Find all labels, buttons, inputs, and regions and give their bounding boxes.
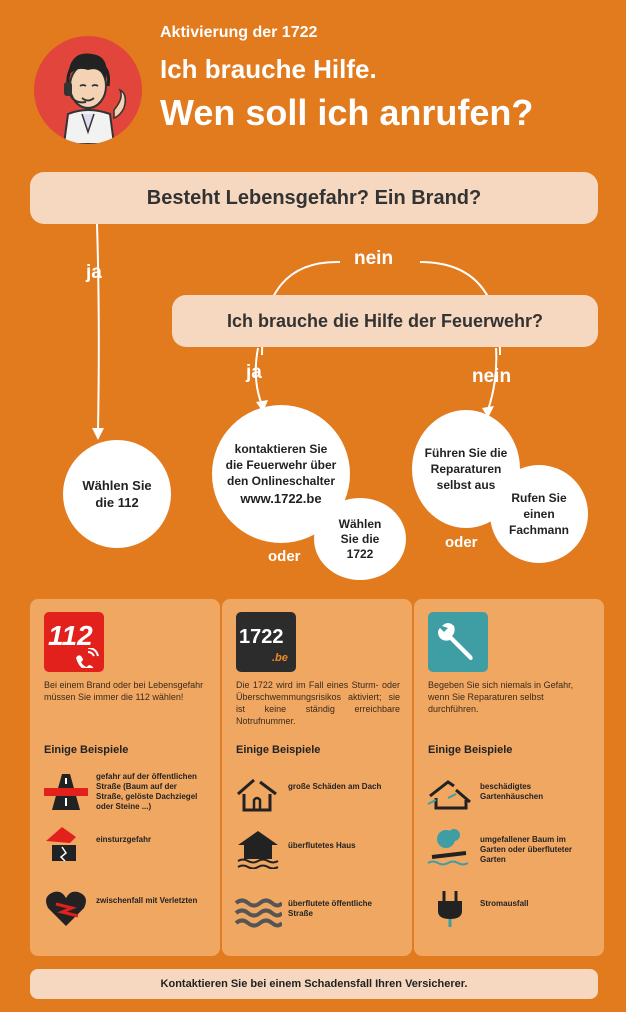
question-life-threat: Besteht Lebensgefahr? Ein Brand? — [30, 172, 598, 224]
card-1722-example-3 — [234, 891, 398, 931]
card-112-description: Bei einem Brand oder bei Lebensgefahr müssen Sie immer die 112 wählen! — [44, 680, 204, 702]
logo-1722-text: 1722 — [239, 626, 284, 648]
card-self-help — [414, 599, 604, 956]
answer-call-112-text: Wählen Sie die 112 — [82, 478, 152, 510]
answer-call-112 — [63, 440, 171, 548]
logo-wrench — [428, 612, 488, 672]
card-self-help-example-3 — [426, 889, 590, 929]
card-self-help-description: Begeben Sie sich niemals in Gefahr, wenn Sie Reparaturen selbst durchführen. — [428, 680, 574, 714]
logo-1722-subtext: .be — [272, 652, 288, 664]
header-title-line1: Ich brauche Hilfe. — [160, 54, 377, 84]
answer-online-text: kontaktieren Sie die Feuerwehr über den Onlineschalter — [225, 442, 337, 488]
card-1722-description: Die 1722 wird im Fall eines Sturm- oder Überschwemmungsrisikos aktiviert; sie ist keine ständig erreichbare Notrufnummer. — [236, 680, 400, 726]
insurance-footer: Kontaktieren Sie bei einem Schadensfall Ihren Versicherer. — [30, 969, 598, 999]
card-1722-example-2-text: überflutetes Haus — [288, 841, 356, 850]
injured-heart-icon — [42, 888, 90, 928]
card-112-examples-title: Einige Beispiele — [44, 744, 129, 756]
phone-icon — [74, 648, 100, 668]
card-1722-examples-title: Einige Beispiele — [236, 744, 321, 756]
label-or-1: oder — [268, 548, 301, 565]
card-self-help-example-1-text: beschädigtes Gartenhäuschen — [480, 782, 544, 801]
answer-professional-text: Rufen Sie einen Fachmann — [508, 491, 569, 537]
damaged-shed-icon — [426, 774, 474, 814]
answer-call-1722-text: Wählen Sie die 1722 — [338, 516, 382, 561]
card-112-example-2 — [42, 823, 206, 863]
label-yes-1: ja — [86, 262, 102, 283]
damaged-roof-icon — [234, 774, 282, 814]
road-obstacle-icon — [42, 772, 90, 812]
logo-112-text: 112 — [48, 620, 93, 651]
card-self-help-example-3-text: Stromausfall — [480, 899, 529, 908]
power-plug-icon — [426, 889, 474, 929]
logo-1722 — [236, 612, 296, 672]
logo-112 — [44, 612, 104, 672]
flooded-street-icon — [234, 891, 282, 931]
label-no-1: nein — [354, 248, 394, 269]
fallen-tree-icon — [426, 827, 474, 867]
card-self-help-examples-title: Einige Beispiele — [428, 744, 513, 756]
collapse-house-icon — [42, 823, 90, 863]
header-title-line2: Wen soll ich anrufen? — [160, 92, 534, 133]
header-subtitle: Aktivierung der 1722 — [160, 24, 318, 41]
card-1722-example-1 — [234, 774, 398, 814]
card-112-example-1 — [42, 772, 206, 812]
card-1722-example-3-text: überflutete öffentliche Straße — [288, 899, 373, 918]
answer-online-url[interactable]: www.1722.be — [240, 491, 322, 506]
question-fire-brigade: Ich brauche die Hilfe der Feuerwehr? — [172, 295, 598, 347]
answer-professional — [490, 465, 588, 563]
card-1722-example-1-text: große Schäden am Dach — [288, 782, 382, 791]
wrench-icon — [428, 612, 488, 672]
card-112 — [30, 599, 220, 956]
answer-self-repair-text: Führen Sie die Reparaturen selbst aus — [424, 446, 508, 492]
card-self-help-example-2 — [426, 827, 590, 867]
label-no-2: nein — [472, 366, 512, 387]
card-112-example-3 — [42, 888, 206, 928]
card-1722 — [222, 599, 412, 956]
label-or-2: oder — [445, 534, 478, 551]
card-112-example-2-text: einsturzgefahr — [96, 835, 152, 844]
card-self-help-example-1 — [426, 774, 590, 814]
flooded-house-icon — [234, 829, 282, 869]
card-112-example-1-text: gefahr auf der öffentlichen Straße (Baum auf der Straße, gelöste Dachziegel oder Steine ...) — [96, 772, 198, 811]
card-1722-example-2 — [234, 829, 398, 869]
answer-call-1722 — [314, 498, 406, 580]
label-yes-2: ja — [246, 362, 262, 383]
card-112-example-3-text: zwischenfall mit Verletzten — [96, 896, 198, 905]
card-self-help-example-2-text: umgefallener Baum im Garten oder überfluteter Garten — [480, 835, 573, 864]
